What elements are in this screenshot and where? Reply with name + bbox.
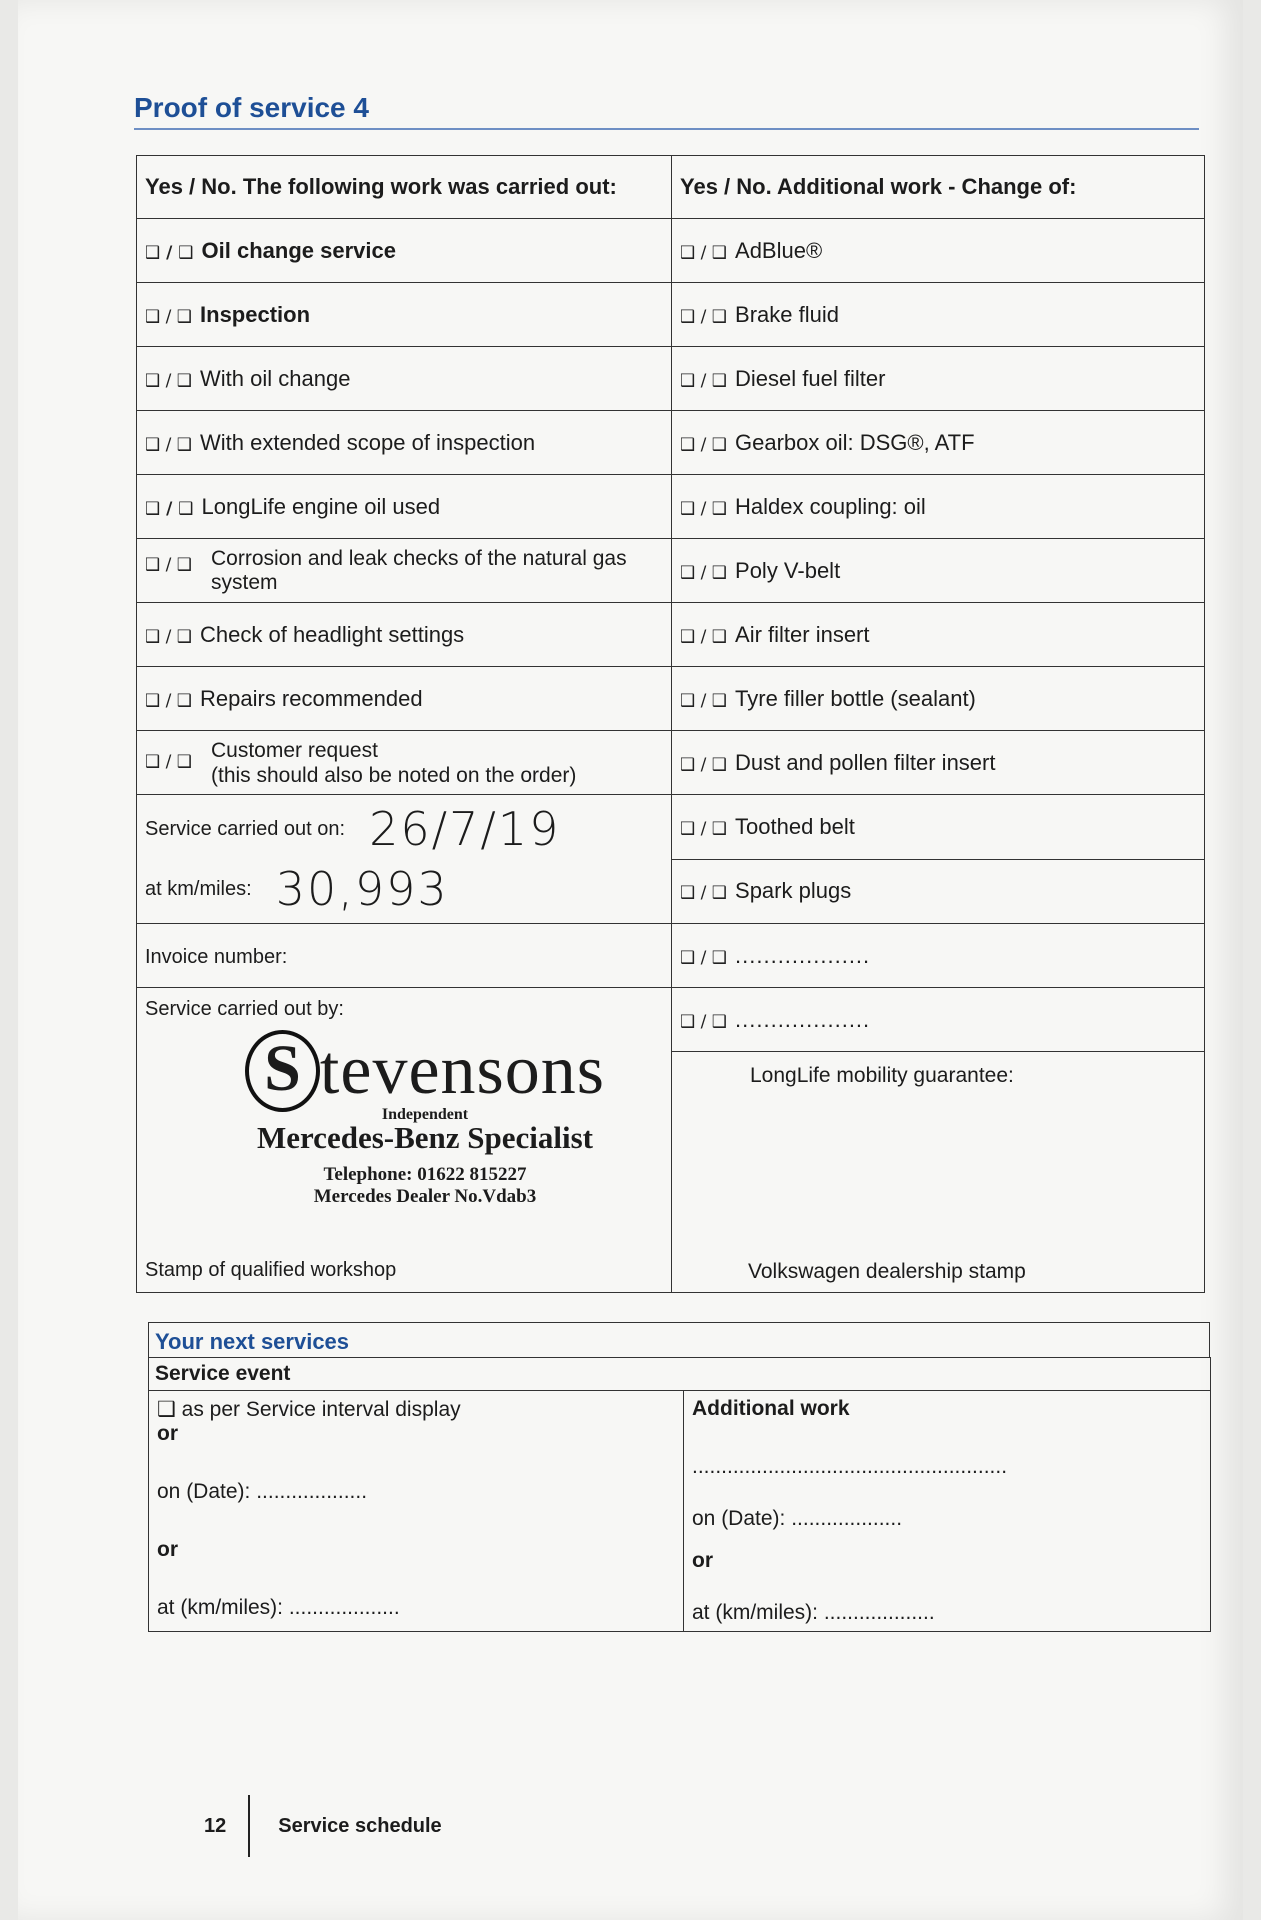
- left-header: Yes / No. The following work was carried out:: [137, 156, 672, 219]
- checkbox-icon[interactable]: ❑ / ❑: [680, 947, 728, 968]
- service-date-label: Service carried out on:: [145, 817, 346, 840]
- dealer-stamp-label: Volkswagen dealership stamp: [748, 1260, 1026, 1283]
- additional-km-field[interactable]: at (km/miles): ...................: [692, 1601, 935, 1624]
- page-number: 12: [204, 1814, 227, 1837]
- checkbox-icon[interactable]: ❑ / ❑: [680, 562, 728, 583]
- checkbox-icon[interactable]: ❑ / ❑: [680, 306, 728, 327]
- page-footer: [204, 1795, 442, 1857]
- next-services-section: [148, 1322, 1210, 1632]
- additional-date-field[interactable]: on (Date): ...................: [692, 1507, 903, 1530]
- right-item-dust-pollen[interactable]: ❑ / ❑ Dust and pollen filter insert: [672, 731, 1205, 795]
- checkbox-icon[interactable]: ❑ / ❑: [145, 242, 194, 263]
- invoice-number-cell: [137, 924, 672, 988]
- dealer-stamp-cell: [672, 1052, 1205, 1293]
- additional-work-cell: Additional work ...................................................... on (Date): ................... or at (km/miles): ...................: [684, 1391, 1211, 1632]
- km-value: 30,993: [275, 862, 449, 916]
- right-item-tyre-filler[interactable]: ❑ / ❑ Tyre filler bottle (sealant): [672, 667, 1205, 731]
- left-item-customer-request[interactable]: ❑ / ❑ Customer request (this should also be noted on the order): [137, 731, 672, 795]
- right-item-air-filter[interactable]: ❑ / ❑ Air filter insert: [672, 603, 1205, 667]
- service-date-km-cell: [137, 795, 672, 924]
- right-item-spark-plugs[interactable]: ❑ / ❑ Spark plugs: [672, 859, 1205, 924]
- service-event-cell: ❑ as per Service interval display or on (Date): ................... or at (km/miles): ...................: [149, 1391, 684, 1632]
- right-item-brake-fluid[interactable]: ❑ / ❑ Brake fluid: [672, 283, 1205, 347]
- checkbox-icon[interactable]: ❑ / ❑: [145, 434, 193, 455]
- stevensons-logo: S tevensons: [245, 1030, 605, 1112]
- next-services-title: Your next services: [148, 1322, 1210, 1357]
- left-item-longlife-oil[interactable]: ❑ / ❑ LongLife engine oil used: [137, 475, 672, 539]
- checkbox-icon[interactable]: ❑ / ❑: [680, 242, 728, 263]
- workshop-stamp-cell: [137, 988, 672, 1293]
- left-item-with-oil-change[interactable]: ❑ / ❑ With oil change: [137, 347, 672, 411]
- left-item-oil-change[interactable]: ❑ / ❑ Oil change service: [137, 219, 672, 283]
- checkbox-icon[interactable]: ❑ / ❑: [145, 498, 194, 519]
- right-item-blank-1[interactable]: ❑ / ❑ ...................: [672, 924, 1205, 988]
- title-rule: [134, 128, 1199, 130]
- workshop-stamp-label: Stamp of qualified workshop: [145, 1259, 397, 1281]
- next-km-field[interactable]: at (km/miles): ...................: [157, 1596, 400, 1619]
- checkbox-icon[interactable]: ❑ / ❑: [145, 690, 193, 711]
- right-item-haldex[interactable]: ❑ / ❑ Haldex coupling: oil: [672, 475, 1205, 539]
- next-date-field[interactable]: on (Date): ...................: [157, 1480, 368, 1503]
- right-item-diesel-filter[interactable]: ❑ / ❑ Diesel fuel filter: [672, 347, 1205, 411]
- interval-option[interactable]: ❑ as per Service interval display: [157, 1398, 461, 1421]
- proof-of-service-table: [136, 155, 1205, 1293]
- page-title: Proof of service 4: [134, 92, 369, 123]
- checkbox-icon[interactable]: ❑ / ❑: [145, 554, 193, 575]
- right-item-gearbox-oil[interactable]: ❑ / ❑ Gearbox oil: DSG®, ATF: [672, 411, 1205, 475]
- checkbox-icon[interactable]: ❑ / ❑: [680, 754, 728, 775]
- invoice-label: Invoice number:: [145, 945, 288, 968]
- checkbox-icon[interactable]: ❑ / ❑: [680, 690, 728, 711]
- guarantee-label: LongLife mobility guarantee:: [750, 1064, 1014, 1087]
- left-item-extended-scope[interactable]: ❑ / ❑ With extended scope of inspection: [137, 411, 672, 475]
- checkbox-icon[interactable]: ❑ / ❑: [145, 626, 193, 647]
- right-header: Yes / No. Additional work - Change of:: [672, 156, 1205, 219]
- next-services-table: [148, 1357, 1211, 1632]
- checkbox-icon[interactable]: ❑ / ❑: [145, 306, 193, 327]
- checkbox-icon[interactable]: ❑ / ❑: [680, 498, 728, 519]
- service-date-value: 26/7/19: [369, 802, 561, 856]
- right-item-adblue[interactable]: ❑ / ❑ AdBlue®: [672, 219, 1205, 283]
- left-item-inspection[interactable]: ❑ / ❑ Inspection: [137, 283, 672, 347]
- right-item-toothed-belt[interactable]: ❑ / ❑ Toothed belt: [672, 795, 1205, 860]
- workshop-stamp: S tevensons Independent Mercedes-Benz Specialist Telephone: 01622 815227 Mercedes Dealer No.Vdab3: [245, 1030, 605, 1208]
- footer-divider: [248, 1795, 250, 1857]
- additional-work-header: Additional work: [692, 1397, 850, 1420]
- additional-work-field[interactable]: ......................................................: [692, 1455, 1008, 1478]
- left-item-repairs[interactable]: ❑ / ❑ Repairs recommended: [137, 667, 672, 731]
- footer-section: Service schedule: [278, 1814, 442, 1837]
- checkbox-icon[interactable]: ❑ / ❑: [680, 883, 728, 904]
- checkbox-icon[interactable]: ❑ / ❑: [680, 434, 728, 455]
- service-by-label: Service carried out by:: [145, 998, 344, 1020]
- km-label: at km/miles:: [145, 877, 252, 900]
- checkbox-icon[interactable]: ❑ / ❑: [145, 370, 193, 391]
- checkbox-icon[interactable]: ❑ / ❑: [680, 818, 728, 839]
- checkbox-icon[interactable]: ❑ / ❑: [680, 626, 728, 647]
- left-item-headlight[interactable]: ❑ / ❑ Check of headlight settings: [137, 603, 672, 667]
- right-item-poly-v-belt[interactable]: ❑ / ❑ Poly V-belt: [672, 539, 1205, 603]
- checkbox-icon[interactable]: ❑ / ❑: [680, 1011, 728, 1032]
- right-item-blank-2[interactable]: ❑ / ❑ ...................: [672, 988, 1205, 1052]
- service-event-header: Service event: [149, 1358, 1211, 1391]
- checkbox-icon[interactable]: ❑ / ❑: [145, 751, 193, 772]
- left-item-corrosion-check[interactable]: ❑ / ❑ Corrosion and leak checks of the natural gas system: [137, 539, 672, 603]
- checkbox-icon[interactable]: ❑ / ❑: [680, 370, 728, 391]
- page: [18, 0, 1243, 1920]
